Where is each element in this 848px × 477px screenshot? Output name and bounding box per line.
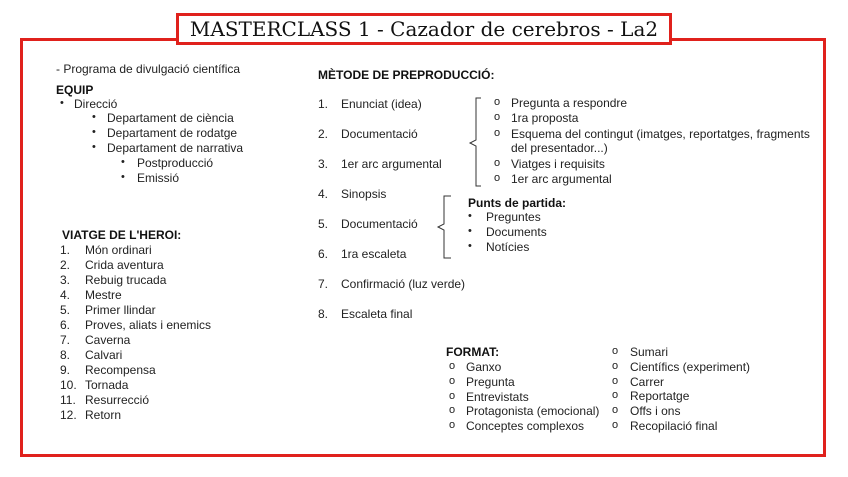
format-heading: FORMAT: [446,345,500,359]
metode-step: Escaleta final [341,307,413,321]
brace1-item: 1ra proposta [511,111,579,125]
circle-bullet: o [494,96,501,108]
intro-text: - Programa de divulgació científica [56,62,241,76]
viatge-item: Proves, aliats i enemics [85,318,212,332]
viatge-item: Recompensa [85,363,156,377]
metode-step-number: 6. [318,247,329,261]
equip-dept-item: Departament de narrativa [107,141,244,155]
metode-step-number: 8. [318,307,329,321]
metode-step: 1er arc argumental [341,157,442,171]
metode-step-number: 7. [318,277,329,291]
page-title: MASTERCLASS 1 - Cazador de cerebros - La2 [176,13,672,45]
punts-heading: Punts de partida: [468,196,567,210]
metode-step-number: 5. [318,217,329,231]
bullet-dot: • [92,141,96,153]
metode-step: Confirmació (luz verde) [341,277,466,291]
metode-step-number: 2. [318,127,329,141]
viatge-item-number: 7. [60,333,71,347]
equip-dept-item: Departament de rodatge [107,126,238,140]
circle-bullet: o [494,111,501,123]
viatge-item: Mestre [85,288,122,302]
viatge-item-number: 10. [60,378,77,392]
viatge-heading: VIATGE DE L'HEROI: [62,228,182,242]
metode-step: Documentació [341,217,418,231]
metode-step-number: 3. [318,157,329,171]
brace1-item: Pregunta a respondre [511,96,628,110]
equip-heading: EQUIP [56,83,94,97]
format-item: Reportatge [630,389,690,404]
metode-step: Enunciat (idea) [341,97,422,111]
format-item: Científics (experiment) [630,359,751,374]
metode-step: Documentació [341,127,418,141]
brace-1 [468,97,482,187]
viatge-item: Resurrecció [85,393,150,407]
viatge-item-number: 6. [60,318,71,332]
viatge-item-number: 12. [60,408,77,422]
viatge-item: Món ordinari [85,243,152,257]
circle-bullet: o [449,389,456,402]
metode-heading: MÈTODE DE PREPRODUCCIÓ: [318,68,495,82]
viatge-item-number: 3. [60,273,71,287]
circle-bullet: o [612,404,619,417]
brace1-item: del presentador...) [511,141,608,155]
bullet-dot: • [468,225,472,237]
equip-narrativa-sub: Postproducció [137,156,214,170]
circle-bullet: o [612,359,619,372]
circle-bullet: o [449,419,456,432]
circle-bullet: o [612,419,619,431]
metode-step: Sinopsis [341,187,387,201]
format-item: Pregunta [466,374,515,389]
viatge-item-number: 1. [60,243,71,257]
circle-bullet: o [612,374,619,387]
bullet-dot: • [121,156,125,168]
circle-bullet: o [449,360,456,372]
format-item: Recopilació final [630,419,718,433]
viatge-item-number: 11. [60,393,76,407]
viatge-item-number: 5. [60,303,71,317]
viatge-item-number: 4. [60,288,71,302]
bullet-dot: • [121,171,125,183]
format-item: Protagonista (emocional) [466,404,600,419]
circle-bullet: o [449,374,456,387]
viatge-item: Calvari [85,348,123,362]
equip-narrativa-sub: Emissió [137,171,180,185]
metode-step: 1ra escaleta [341,247,407,261]
format-item: Sumari [630,345,669,359]
circle-bullet: o [449,404,456,417]
viatge-item-number: 2. [60,258,71,272]
brace1-item: 1er arc argumental [511,172,612,186]
metode-step-number: 1. [318,97,329,111]
brace1-item: Esquema del contingut (imatges, reportatges, fragments [511,127,810,141]
equip-direccio: Direcció [74,97,118,111]
bullet-dot: • [92,111,96,123]
bullet-dot: • [468,240,472,252]
circle-bullet: o [494,172,501,184]
viatge-item-number: 9. [60,363,71,377]
circle-bullet: o [612,345,619,357]
viatge-item: Caverna [85,333,131,347]
circle-bullet: o [612,389,619,402]
format-item: Conceptes complexos [466,419,585,434]
format-item: Offs i ons [630,404,681,419]
punts-item: Notícies [486,240,530,254]
bullet-dot: • [60,97,64,109]
bullet-dot: • [468,210,472,222]
viatge-item: Primer llindar [85,303,156,317]
viatge-item: Tornada [85,378,129,392]
punts-item: Preguntes [486,210,541,224]
punts-item: Documents [486,225,547,239]
metode-step-number: 4. [318,187,329,201]
circle-bullet: o [494,127,501,139]
viatge-item: Crida aventura [85,258,164,272]
viatge-item-number: 8. [60,348,71,362]
bullet-dot: • [92,126,96,138]
viatge-item: Retorn [85,408,122,422]
format-item: Ganxo [466,360,502,374]
format-item: Entrevistats [466,389,529,404]
brace-2 [436,195,452,259]
equip-dept-item: Departament de ciència [107,111,234,125]
viatge-item: Rebuig trucada [85,273,167,287]
format-item: Carrer [630,374,665,389]
circle-bullet: o [494,157,501,169]
brace1-item: Viatges i requisits [511,157,605,171]
